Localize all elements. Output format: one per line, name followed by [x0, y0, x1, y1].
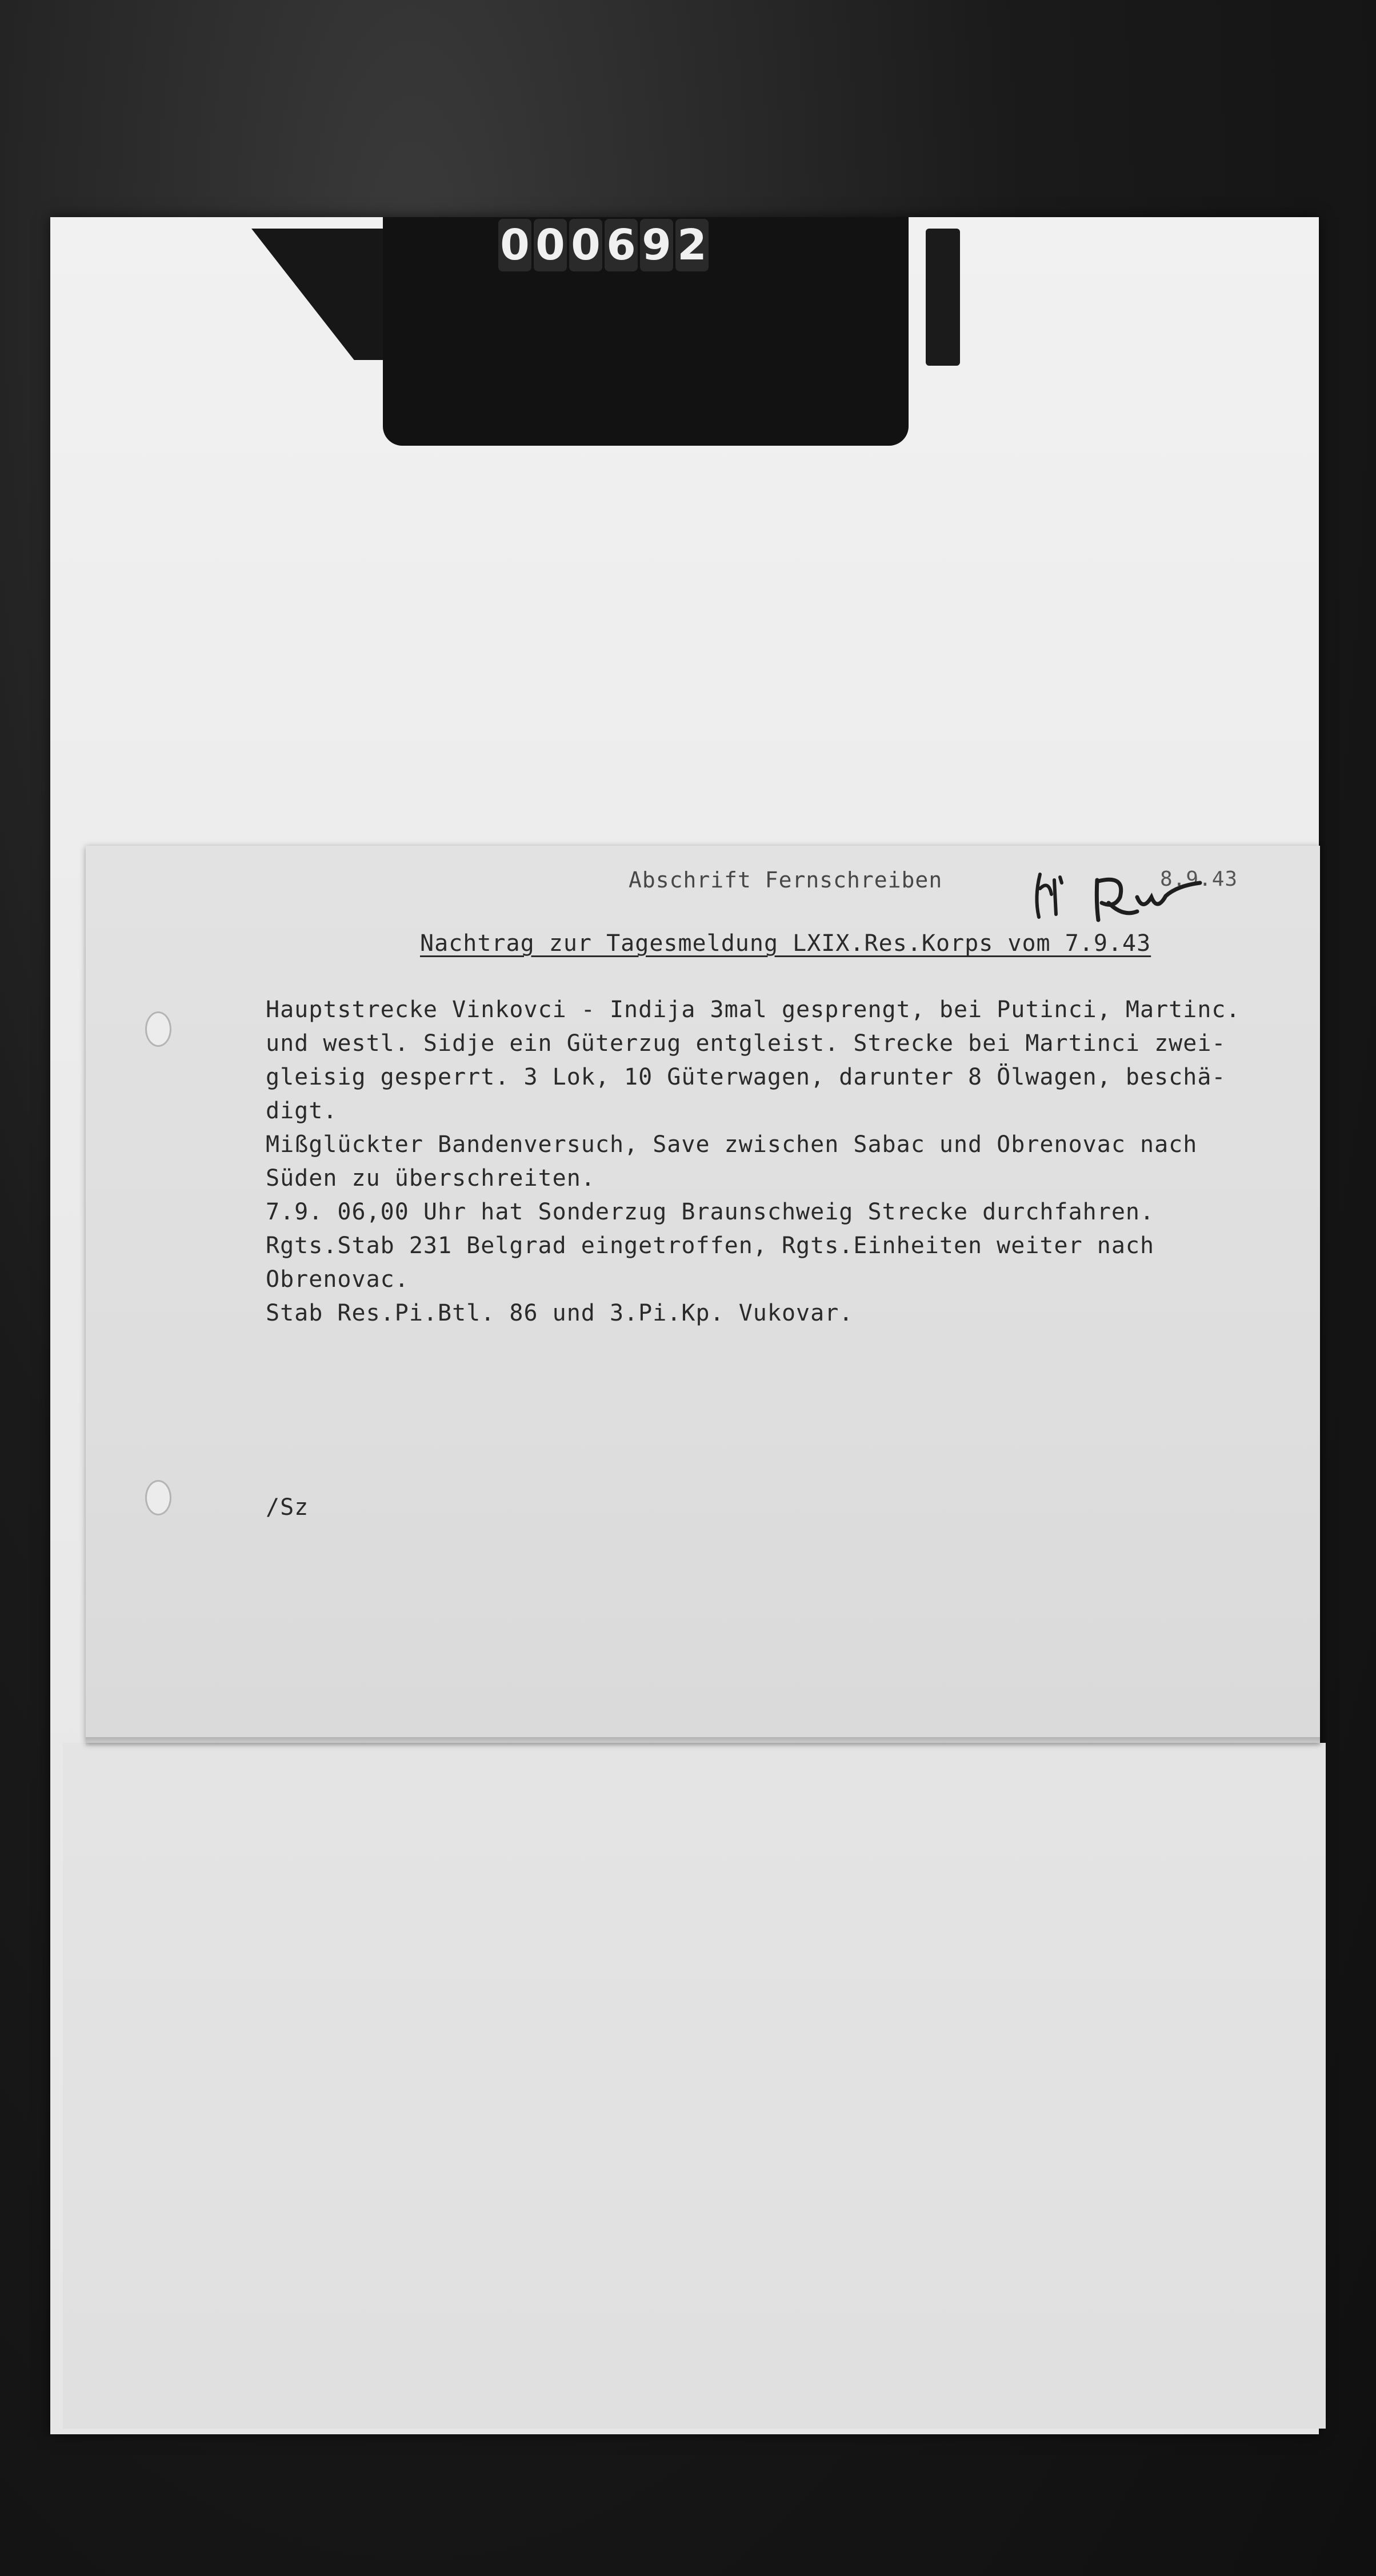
counter-digit: 6 [605, 219, 638, 271]
counter-knob [926, 229, 960, 366]
body-line: Hauptstrecke Vinkovci - Indija 3mal gesprengt, bei Putinci, Martinc. [266, 997, 1241, 1023]
background-sheet-lower [63, 1743, 1326, 2429]
handwritten-initials [1029, 863, 1217, 926]
frame-counter-digits [498, 219, 709, 271]
body-line: Obrenovac. [266, 1266, 409, 1293]
document-body [266, 993, 1317, 1330]
counter-digit: 0 [498, 219, 531, 271]
date-stamp: 8.9.43 [1160, 867, 1238, 891]
body-line: Mißglückter Bandenversuch, Save zwischen Sabac und Obrenovac nach [266, 1131, 1198, 1158]
body-line: und westl. Sidje ein Güterzug entgleist. Strecke bei Martinci zwei- [266, 1030, 1226, 1057]
body-line: Rgts.Stab 231 Belgrad eingetroffen, Rgts.Einheiten weiter nach [266, 1233, 1155, 1259]
body-line: digt. [266, 1098, 338, 1124]
counter-digit: 2 [675, 219, 709, 271]
punch-hole [145, 1011, 171, 1047]
body-line: Süden zu überschreiten. [266, 1165, 595, 1191]
typist-signoff: /Sz [266, 1494, 309, 1521]
counter-digit: 9 [640, 219, 673, 271]
body-line: Stab Res.Pi.Btl. 86 und 3.Pi.Kp. Vukovar. [266, 1300, 854, 1326]
document-title: Nachtrag zur Tagesmeldung LXIX.Res.Korps vom 7.9.43 [420, 930, 1151, 957]
body-line: gleisig gesperrt. 3 Lok, 10 Güterwagen, darunter 8 Ölwagen, beschä- [266, 1064, 1226, 1090]
document-header: Abschrift Fernschreiben [629, 867, 943, 893]
counter-digit: 0 [534, 219, 567, 271]
slip-edge-shadow [86, 1737, 1320, 1747]
punch-hole [145, 1480, 171, 1515]
counter-digit: 0 [569, 219, 602, 271]
body-line: 7.9. 06,00 Uhr hat Sonderzug Braunschweig Strecke durchfahren. [266, 1199, 1155, 1225]
